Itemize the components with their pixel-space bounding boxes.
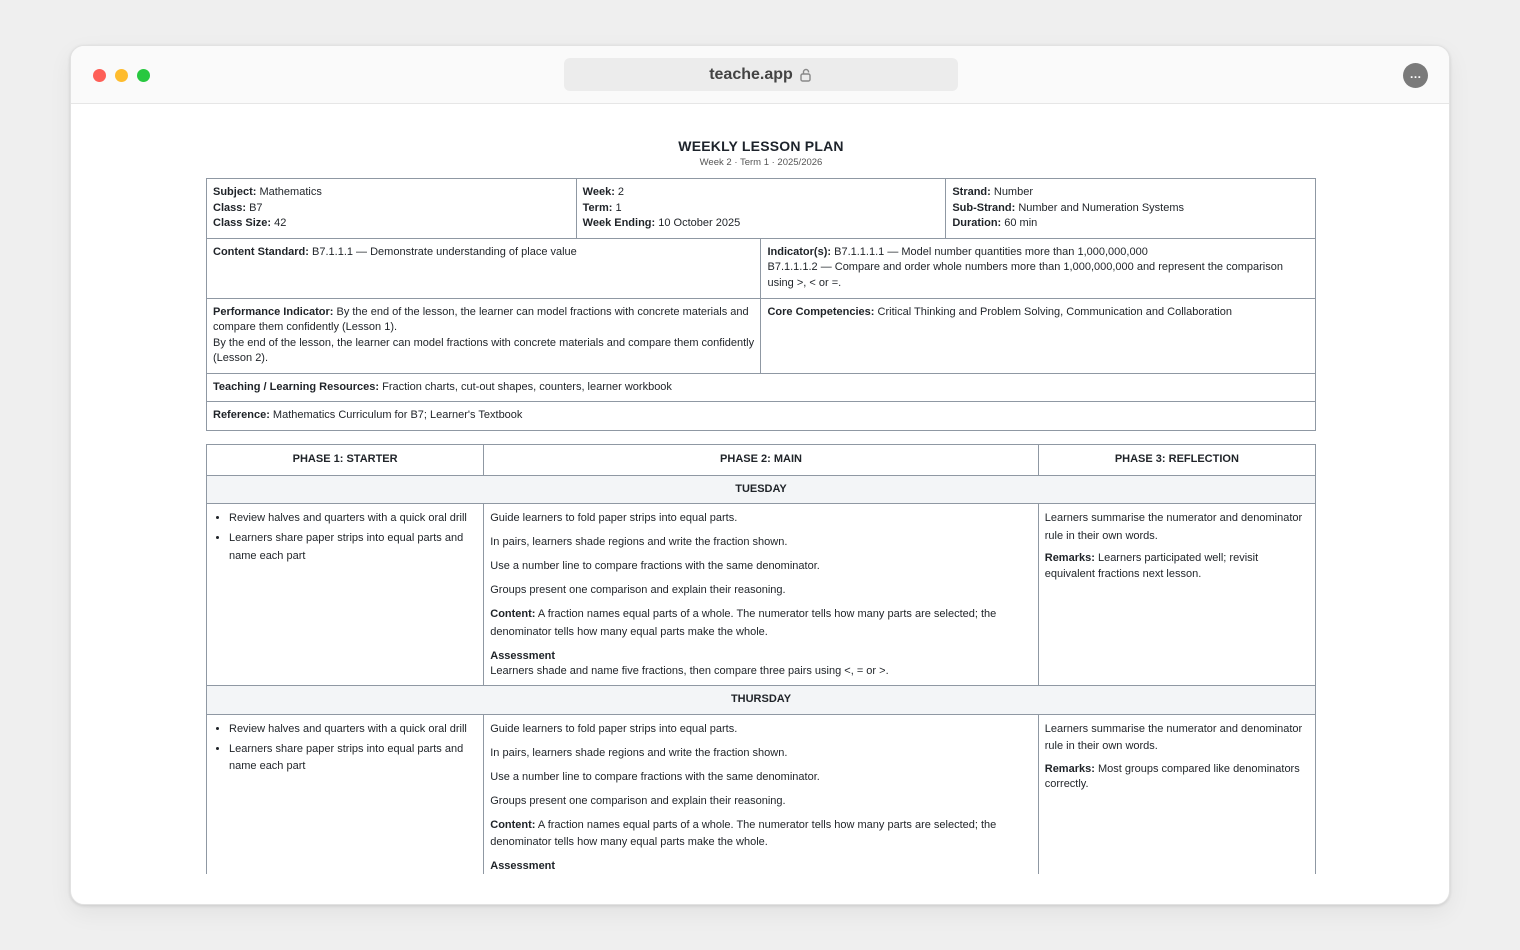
reference-cell: Reference: Mathematics Curriculum for B7; Learner's Textbook — [207, 402, 1316, 431]
starter-item: • Review halves and quarters with a quick oral drill — [229, 510, 477, 528]
main-cell — [484, 504, 1039, 686]
close-window-button[interactable] — [93, 69, 106, 82]
assessment-text: Learners shade and name five fractions, then compare three pairs using <, = or >. — [490, 664, 889, 677]
day-row-thursday — [207, 686, 1316, 715]
main-step: Use a number line to compare fractions with the same denominator. — [490, 560, 820, 572]
starter-item: • Review halves and quarters with a quick oral drill — [229, 721, 477, 739]
starter-cell — [207, 504, 484, 686]
address-bar[interactable] — [564, 58, 958, 91]
reflection-text: Learners summarise the numerator and denominator rule in their own words. — [1044, 722, 1303, 752]
info-row-reference — [207, 402, 1316, 431]
reflection-text: Learners summarise the numerator and denominator rule in their own words. — [1044, 512, 1303, 542]
minimize-window-button[interactable] — [115, 69, 128, 82]
main-step: Groups present one comparison and explain their reasoning. — [490, 584, 786, 596]
content-standard-cell: Content Standard: B7.1.1.1 — Demonstrate understanding of place value — [207, 238, 761, 298]
document-title: WEEKLY LESSON PLAN — [678, 138, 844, 154]
performance-indicator-cell: Performance Indicator: By the end of the lesson, the learner can model fractions with concrete materials and compare them confidently (Lesson 1). By the end of the lesson, the learner can model fractions with concrete materials and compare them confidently (Lesson 2). — [207, 298, 761, 373]
main-step: Use a number line to compare fractions with the same denominator. — [490, 770, 820, 783]
info-row-basics — [207, 179, 1316, 239]
info-cell-strand: Strand: Number Sub-Strand: Number and Numeration Systems Duration: 60 min — [946, 179, 1316, 239]
phase-header-row — [207, 445, 1316, 476]
url-text: teache.app — [709, 65, 793, 83]
document-subtitle: Week 2 · Term 1 · 2025/2026 — [699, 157, 823, 168]
day-content-tuesday — [207, 504, 1316, 686]
main-cell — [484, 714, 1039, 874]
assessment-title: Assessment — [490, 649, 556, 662]
starter-item: • Learners share paper strips into equal parts and name each part — [229, 741, 477, 776]
page-content — [71, 104, 1450, 874]
remarks-text: Remarks: Learners participated well; revisit equivalent fractions next lesson. — [1044, 552, 1259, 580]
reflection-cell — [1038, 504, 1315, 686]
info-row-resources — [207, 373, 1316, 402]
document-heading — [71, 138, 1450, 168]
phase-2-header: PHASE 2: MAIN — [484, 445, 1039, 476]
content-note: Content: A fraction names equal parts of a whole. The numerator tells how many parts are selected; the denominator tells how many equal parts make the whole. — [490, 818, 997, 848]
phase-1-header: PHASE 1: STARTER — [207, 445, 484, 476]
more-options-icon[interactable]: … — [1403, 63, 1428, 88]
core-competencies-cell: Core Competencies: Critical Thinking and Problem Solving, Communication and Collaboration — [761, 298, 1316, 373]
main-step: In pairs, learners shade regions and write the fraction shown. — [490, 536, 788, 548]
maximize-window-button[interactable] — [137, 69, 150, 82]
resources-cell: Teaching / Learning Resources: Fraction charts, cut-out shapes, counters, learner workbook — [207, 373, 1316, 402]
lesson-info-table — [206, 178, 1316, 431]
starter-item: • Learners share paper strips into equal parts and name each part — [229, 530, 477, 565]
browser-window — [70, 45, 1450, 905]
phases-table — [206, 444, 1316, 874]
lock-icon — [799, 68, 813, 82]
phase-3-header: PHASE 3: REFLECTION — [1038, 445, 1315, 476]
content-note: Content: A fraction names equal parts of a whole. The numerator tells how many parts are selected; the denominator tells how many equal parts make the whole. — [490, 608, 997, 638]
main-step: In pairs, learners shade regions and write the fraction shown. — [490, 746, 788, 759]
reflection-cell — [1038, 714, 1315, 874]
day-label: THURSDAY — [207, 686, 1316, 715]
assessment-title: Assessment — [490, 860, 556, 872]
main-step: Guide learners to fold paper strips into equal parts. — [490, 512, 738, 524]
remarks-text: Remarks: Most groups compared like denominators correctly. — [1044, 762, 1300, 790]
day-content-thursday — [207, 714, 1316, 874]
starter-cell — [207, 714, 484, 874]
title-bar — [71, 46, 1449, 104]
info-cell-week: Week: 2 Term: 1 Week Ending: 10 October 2025 — [576, 179, 946, 239]
info-row-performance — [207, 298, 1316, 373]
main-step: Groups present one comparison and explain their reasoning. — [490, 794, 786, 807]
main-step: Guide learners to fold paper strips into equal parts. — [490, 722, 738, 735]
info-cell-subject: Subject: Mathematics Class: B7 Class Size: 42 — [207, 179, 577, 239]
indicators-cell: Indicator(s): B7.1.1.1.1 — Model number quantities more than 1,000,000,000 B7.1.1.1.2 — Compare and order whole numbers more than 1,000,000,000 and represent the comparison using >, < or =. — [761, 238, 1316, 298]
day-row-tuesday — [207, 475, 1316, 504]
info-row-standards — [207, 238, 1316, 298]
day-label: TUESDAY — [207, 475, 1316, 504]
